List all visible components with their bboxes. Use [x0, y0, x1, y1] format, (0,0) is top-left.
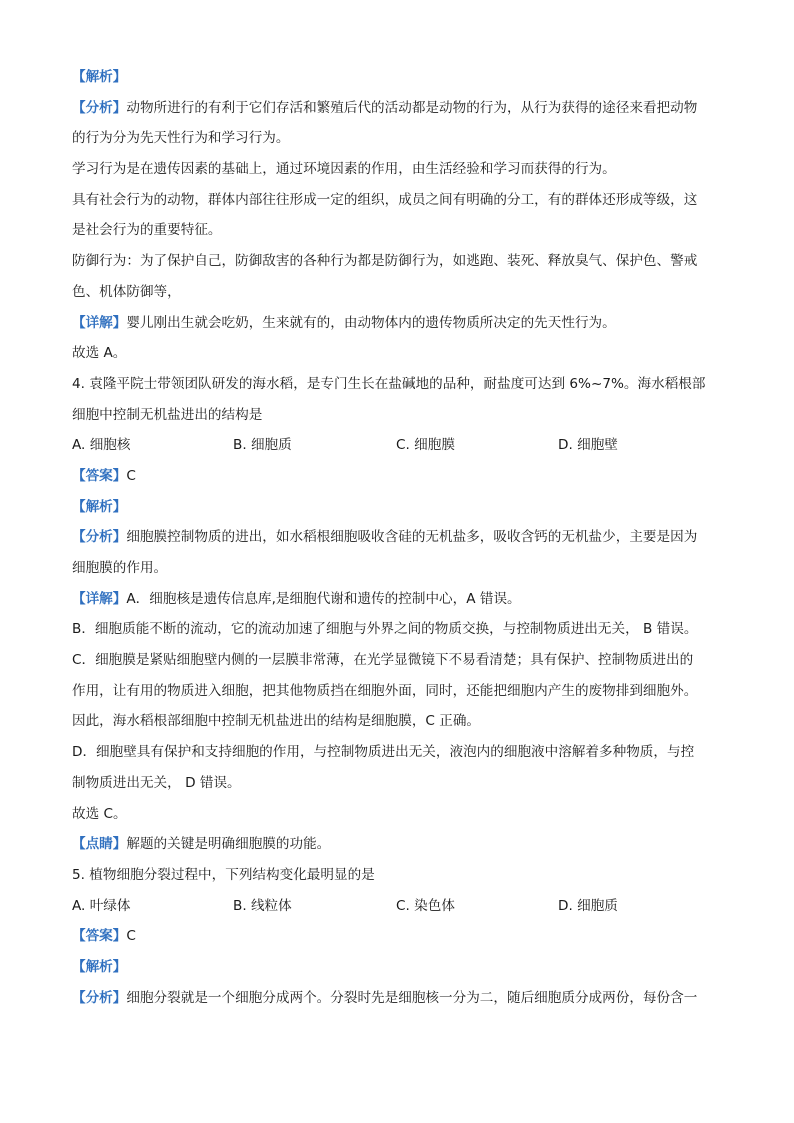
key-point-tag: 【点睛】 — [72, 836, 127, 853]
paragraph-line: 学习行为是在遗传因素的基础上，通过环境因素的作用，由生活经验和学习而获得的行为。 — [72, 161, 616, 178]
answer-line — [72, 921, 722, 952]
detail-tag: 【详解】 — [72, 590, 127, 607]
document-page — [72, 62, 722, 1013]
question-5-options — [72, 891, 722, 922]
paragraph-line: 色、机体防御等， — [72, 283, 181, 300]
paragraph-line: 细胞膜的作用。 — [72, 560, 168, 576]
paragraph-line: 因此，海水稻根部细胞中控制无机盐进出的结构是细胞膜，C 正确。 — [72, 713, 481, 730]
analysis-tag: 【解析】 — [72, 69, 127, 85]
paragraph-line — [72, 93, 722, 124]
fenxi-tag: 【分析】 — [72, 99, 127, 116]
question-4-stem-continued: 细胞中控制无机盐进出的结构是 — [72, 406, 263, 423]
paragraph-line — [72, 829, 722, 860]
paragraph-text: A．细胞核是遗传信息库,是细胞代谢和遗传的控制中心，A 错误。 — [126, 590, 521, 607]
paragraph-line — [72, 522, 722, 553]
fenxi-tag: 【分析】 — [72, 529, 127, 546]
paragraph-line: C．细胞膜是紧贴细胞壁内侧的一层膜非常薄，在光学显微镜下不易看清楚；具有保护、控制物质进出的 — [72, 652, 694, 669]
answer-value: C — [126, 928, 136, 945]
option-c: C. 细胞膜 — [396, 437, 455, 454]
paragraph-text: 细胞分裂就是一个细胞分成两个。分裂时先是细胞核一分为二，随后细胞质分成两份，每份含一 — [126, 989, 698, 1006]
paragraph-text: 解题的关键是明确细胞膜的功能。 — [126, 836, 331, 853]
paragraph-line: 作用，让有用的物质进入细胞，把其他物质挡在细胞外面，同时，还能把细胞内产生的废物排到细胞外。 — [72, 682, 698, 699]
paragraph-line: 的行为分为先天性行为和学习行为。 — [72, 130, 290, 147]
answer-tag: 【答案】 — [72, 928, 127, 945]
answer-choice-line: 故选 C。 — [72, 805, 127, 822]
paragraph-line: 具有社会行为的动物，群体内部往往形成一定的组织，成员之间有明确的分工，有的群体还形成等级，这 — [72, 191, 698, 208]
paragraph-text: 细胞膜控制物质的进出，如水稻根细胞吸收含硅的无机盐多，吸收含钙的无机盐少，主要是因为 — [126, 529, 698, 546]
option-a: A. 细胞核 — [72, 437, 131, 454]
question-4-stem: 4. 袁隆平院士带领团队研发的海水稻，是专门生长在盐碱地的品种，耐盐度可达到 6%~7%。海水稻根部 — [72, 375, 706, 392]
paragraph-line: D．细胞壁具有保护和支持细胞的作用，与控制物质进出无关，液泡内的细胞液中溶解着多种物质，与控 — [72, 744, 695, 761]
answer-tag: 【答案】 — [72, 467, 127, 484]
option-d: D. 细胞壁 — [558, 437, 618, 454]
option-b: B. 线粒体 — [233, 897, 292, 914]
analysis-tag: 【解析】 — [72, 958, 127, 975]
paragraph-line — [72, 584, 722, 615]
option-c: C. 染色体 — [396, 897, 455, 914]
paragraph-line — [72, 308, 722, 339]
section-heading-analysis — [72, 62, 722, 93]
option-b: B. 细胞质 — [233, 437, 292, 454]
answer-choice-line: 故选 A。 — [72, 345, 127, 362]
section-heading-analysis — [72, 952, 722, 983]
question-4-options — [72, 430, 722, 461]
analysis-tag: 【解析】 — [72, 498, 127, 515]
question-5-stem: 5. 植物细胞分裂过程中，下列结构变化最明显的是 — [72, 866, 375, 883]
section-heading-analysis — [72, 492, 722, 523]
detail-tag: 【详解】 — [72, 314, 127, 331]
paragraph-line: 防御行为：为了保护自己，防御敌害的各种行为都是防御行为，如逃跑、装死、释放臭气、保护色、警戒 — [72, 253, 698, 270]
option-a: A. 叶绿体 — [72, 897, 131, 914]
paragraph-line: B．细胞质能不断的流动，它的流动加速了细胞与外界之间的物质交换，与控制物质进出无关， B 错误。 — [72, 621, 698, 638]
answer-line — [72, 461, 722, 492]
option-d: D. 细胞质 — [558, 897, 618, 914]
paragraph-line — [72, 983, 722, 1014]
paragraph-line: 制物质进出无关， D 错误。 — [72, 774, 241, 791]
fenxi-tag: 【分析】 — [72, 989, 127, 1006]
paragraph-text: 婴儿刚出生就会吃奶，生来就有的，由动物体内的遗传物质所决定的先天性行为。 — [126, 314, 616, 331]
paragraph-line: 是社会行为的重要特征。 — [72, 222, 222, 239]
answer-value: C — [126, 467, 136, 484]
paragraph-text: 动物所进行的有利于它们存活和繁殖后代的活动都是动物的行为，从行为获得的途径来看把动物 — [126, 99, 698, 116]
